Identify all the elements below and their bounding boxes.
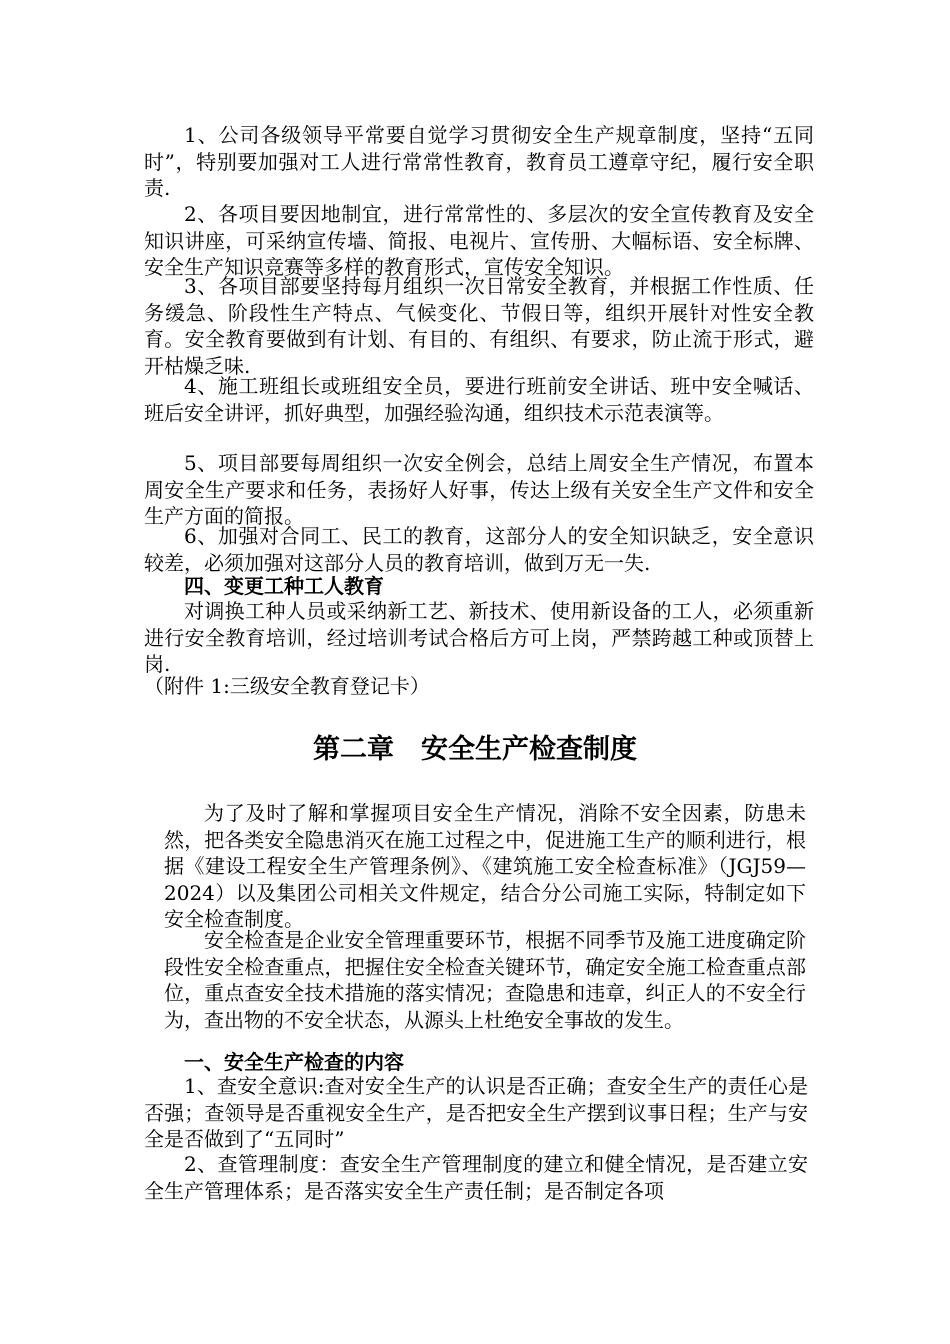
- inspection-item-1: 1、查安全意识:查对安全生产的认识是否正确；查安全生产的责任心是否强；查领导是否重视安全生产，是否把安全生产摆到议事日程；生产与安全是否做到了“五同时”: [144, 1074, 808, 1151]
- chapter-intro-2: 安全检查是企业安全管理重要环节，根据不同季节及施工进度确定阶段性安全检查重点，把握住安全检查关键环节，确定安全施工检查重点部位，重点查安全技术措施的落实情况；查隐患和违章，纠正人的不安全行为，查出物的不安全状态，从源头上杜绝安全事故的发生。: [164, 928, 806, 1032]
- paragraph-reassignment: 对调换工种人员或采纳新工艺、新技术、使用新设备的工人，必须重新进行安全教育培训，经过培训考试合格后方可上岗，严禁跨越工种或顶替上岗.: [144, 599, 814, 676]
- paragraph-item-6: 6、加强对合同工、民工的教育，这部分人的安全知识缺乏，安全意识较差，必须加强对这部分人员的教育培训，做到万无一失.: [144, 524, 814, 575]
- paragraph-item-3: 3、各项目部要坚持每月组织一次日常安全教育，并根据工作性质、任务缓急、阶段性生产特点、气候变化、节假日等，组织开展针对性安全教育。安全教育要做到有计划、有目的、有组织、有要求，防止流于形式，避开枯燥乏味.: [144, 274, 814, 378]
- inspection-item-2: 2、查管理制度：查安全生产管理制度的建立和健全情况，是否建立安全生产管理体系；是否落实安全生产责任制；是否制定各项: [144, 1152, 808, 1203]
- attachment-note: （附件 1:三级安全教育登记卡）: [144, 674, 430, 698]
- paragraph-item-2: 2、各项目要因地制宜，进行常常性的、多层次的安全宣传教育及安全知识讲座，可采纳宣传墙、简报、电视片、宣传册、大幅标语、安全标牌、安全生产知识竞赛等多样的教育形式，宣传安全知识。: [144, 202, 814, 279]
- paragraph-item-4: 4、施工班组长或班组安全员，要进行班前安全讲话、班中安全喊话、班后安全讲评，抓好典型，加强经验沟通，组织技术示范表演等。: [144, 374, 814, 425]
- heading-worker-reassignment: 四、变更工种工人教育: [184, 574, 384, 598]
- paragraph-item-1: 1、公司各级领导平常要自觉学习贯彻安全生产规章制度，坚持“五同时”，特别要加强对工人进行常常性教育，教育员工遵章守纪，履行安全职责.: [144, 123, 814, 200]
- chapter-title: 第二章 安全生产检查制度: [313, 734, 637, 765]
- paragraph-item-5: 5、项目部要每周组织一次安全例会，总结上周安全生产情况，布置本周安全生产要求和任务，表扬好人好事，传达上级有关安全生产文件和安全生产方面的简报。: [144, 451, 814, 528]
- chapter-intro-1: 为了及时了解和掌握项目安全生产情况，消除不安全因素，防患未然，把各类安全隐患消灭在施工过程之中，促进施工生产的顺利进行，根据《建设工程安全生产管理条例》、《建筑施工安全检查标准》（JGJ59—2024）以及集团公司相关文件规定，结合分公司施工实际，特制定如下安全检查制度。: [164, 801, 806, 931]
- heading-inspection-content: 一、安全生产检查的内容: [184, 1050, 404, 1074]
